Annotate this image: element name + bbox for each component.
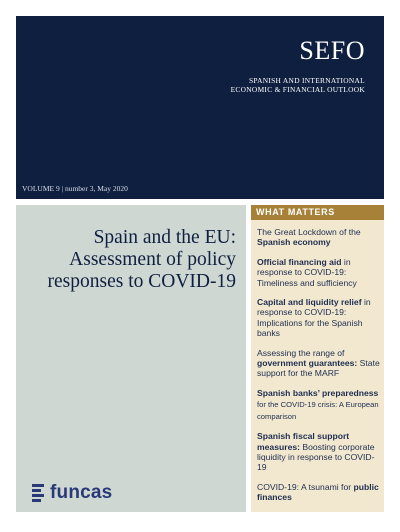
issue-title-line-2: Assessment of policy	[69, 249, 236, 270]
volume-info: VOLUME 9 | number 3, May 2020	[22, 184, 128, 193]
funcas-logo	[32, 483, 112, 502]
cover-header	[16, 16, 384, 199]
article-text: COVID-19: A tsunami for	[257, 481, 354, 492]
article-highlight: Spanish fiscal support measures:	[257, 431, 350, 452]
issue-title	[16, 227, 236, 293]
article-highlight: Official financing aid	[257, 256, 342, 267]
article-item[interactable]	[257, 482, 380, 503]
article-item[interactable]	[257, 257, 380, 288]
article-item[interactable]	[257, 348, 380, 379]
article-item[interactable]	[257, 227, 380, 248]
article-highlight: government guarantees:	[257, 358, 358, 369]
article-text: Assessing the range of	[257, 347, 345, 358]
article-text: Boosting corporate liquidity in response to COVID-19	[257, 441, 375, 473]
issue-title-line-3: responses to COVID-19	[47, 271, 236, 292]
what-matters-panel	[251, 205, 384, 512]
main-panel	[16, 205, 246, 512]
article-item[interactable]	[257, 388, 380, 422]
article-item[interactable]	[257, 297, 380, 339]
article-text: in response to COVID-19: Implications for the Spanish banks	[257, 297, 371, 339]
article-highlight: public finances	[257, 481, 379, 503]
subtitle-line-2: ECONOMIC & FINANCIAL OUTLOOK	[230, 85, 365, 94]
article-text: State support for the MARF	[257, 358, 380, 379]
article-text: The Great Lockdown of the	[257, 227, 361, 237]
article-text: for the COVID-19 crisis: A European comparison	[257, 400, 379, 421]
brand-subtitle	[155, 76, 365, 94]
logo-text: funcas	[50, 482, 113, 503]
funcas-logo-icon	[32, 484, 44, 502]
article-item[interactable]	[257, 431, 380, 473]
what-matters-list	[251, 220, 384, 503]
what-matters-heading: WHAT MATTERS	[251, 205, 384, 220]
subtitle-line-1: SPANISH AND INTERNATIONAL	[248, 76, 365, 85]
article-highlight: Spanish economy	[257, 237, 331, 248]
brand-title: SEFO	[299, 36, 365, 65]
issue-title-line-1: Spain and the EU:	[93, 227, 236, 248]
article-text: in response to COVID-19: Timeliness and sufficiency	[257, 256, 357, 288]
article-highlight: Capital and liquidity relief	[257, 297, 362, 308]
article-highlight: Spanish banks’ preparedness	[257, 387, 379, 398]
